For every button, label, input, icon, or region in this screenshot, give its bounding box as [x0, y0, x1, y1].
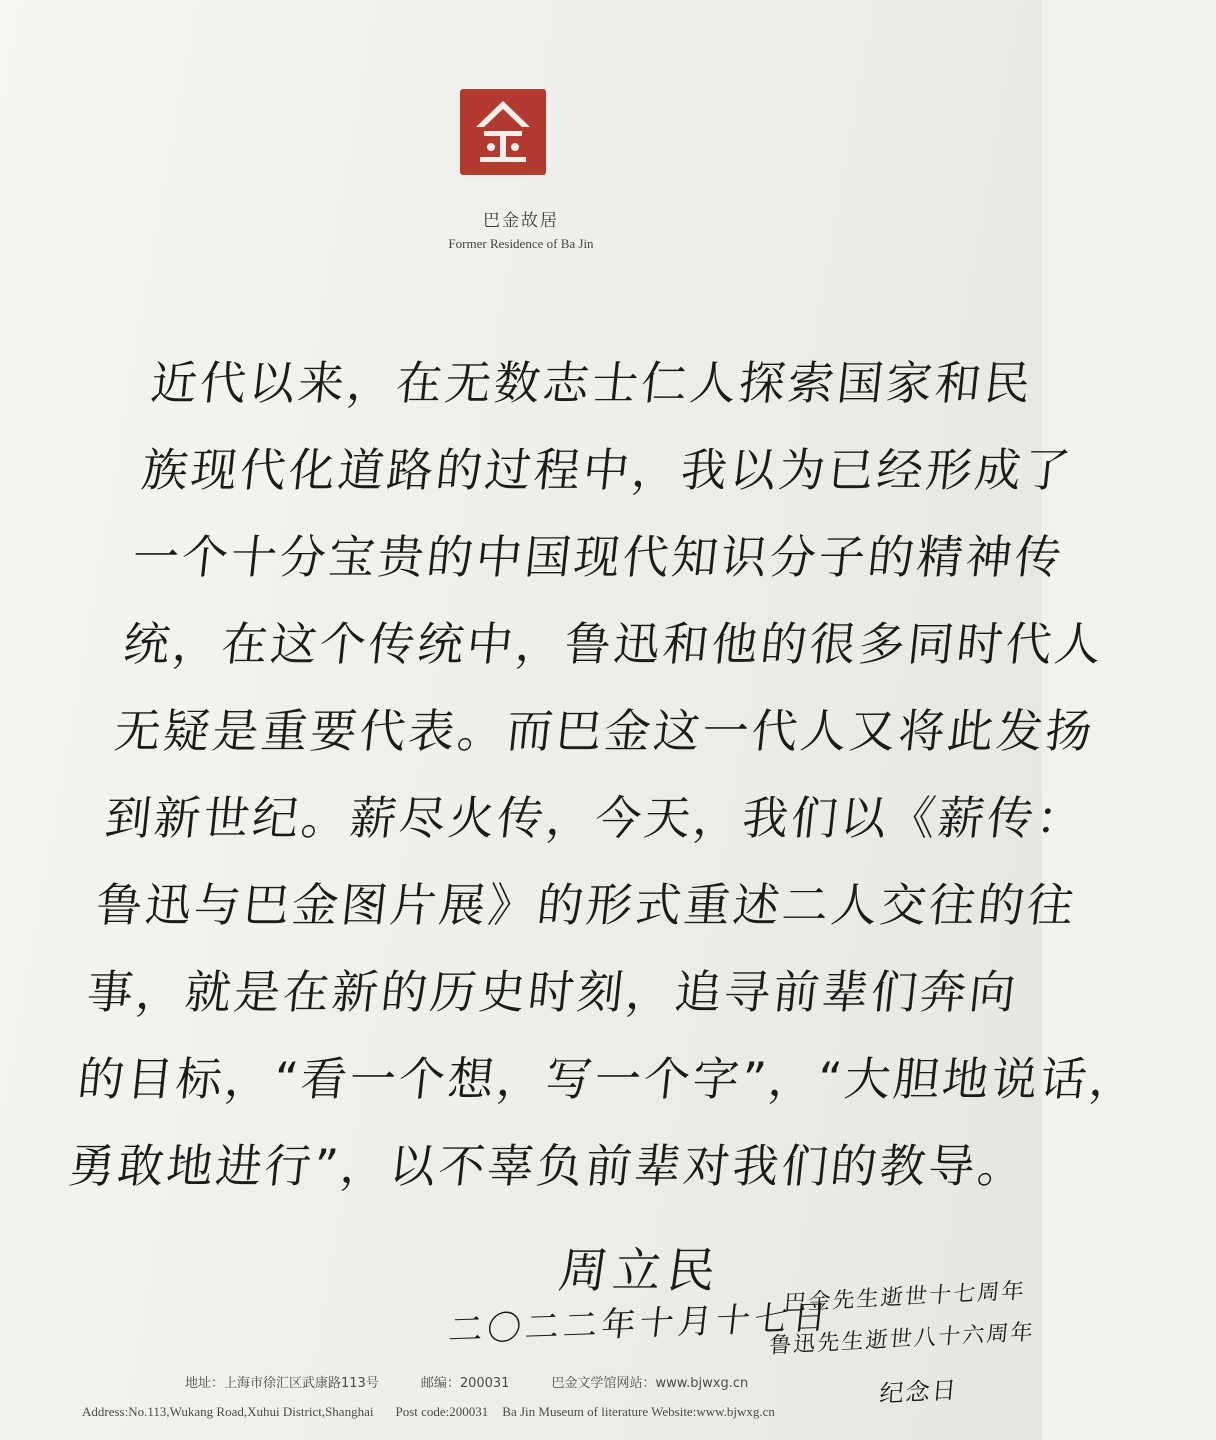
letter-line: 近代以来，在无数志士仁人探索国家和民: [148, 356, 1037, 410]
footer-postcode-en: Post code:200031: [395, 1404, 489, 1419]
letter-line: 事，就是在新的历史时刻，追寻前辈们奔向: [84, 965, 1022, 1019]
letter-line: 鲁迅与巴金图片展》的形式重述二人交往的往: [93, 878, 1080, 932]
side-note-line: 巴金先生逝世十七周年: [783, 1278, 1027, 1317]
side-note-line: 纪念日: [878, 1375, 960, 1409]
ba-jin-seal-icon: [458, 87, 548, 177]
letter-line: 族现代化道路的过程中，我以为已经形成了: [139, 443, 1076, 497]
footer-address-cn: 地址：上海市徐汇区武康路113号: [185, 1376, 379, 1391]
handwritten-letter-body: [64, 340, 1142, 1210]
letterhead-title-cn: 巴金故居: [483, 211, 559, 231]
footer-cn: [185, 1372, 748, 1391]
letter-line: 勇敢地进行”，以不辜负前辈对我们的教导。: [66, 1139, 1030, 1193]
letter-line: 统，在这个传统中，鲁迅和他的很多同时代人: [120, 617, 1107, 671]
footer-website-en: Ba Jin Museum of literature Website:www.bjwxg.cn: [502, 1404, 775, 1419]
letter-line: 的目标，“看一个想，写一个字”，“大胆地说话，: [75, 1052, 1142, 1106]
side-note-line: 鲁迅先生逝世八十六周年: [767, 1320, 1036, 1359]
footer-address-en: Address:No.113,Wukang Road,Xuhui District,Shanghai: [82, 1404, 374, 1419]
footer-website-cn: 巴金文学馆网站：www.bjwxg.cn: [551, 1376, 749, 1391]
letter-line: 无疑是重要代表。而巴金这一代人又将此发扬: [111, 704, 1098, 758]
signature-date: 二〇二二年十月十七日: [446, 1297, 833, 1351]
footer-en: [82, 1404, 775, 1420]
letterhead-title-en: Former Residence of Ba Jin: [448, 236, 594, 251]
footer-postcode-cn: 邮编：200031: [420, 1376, 510, 1391]
letter-line: 到新世纪。薪尽火传，今天，我们以《薪传：: [102, 791, 1089, 845]
letter-line: 一个十分宝贵的中国现代知识分子的精神传: [130, 530, 1067, 584]
signature: 周立民: [555, 1243, 726, 1299]
